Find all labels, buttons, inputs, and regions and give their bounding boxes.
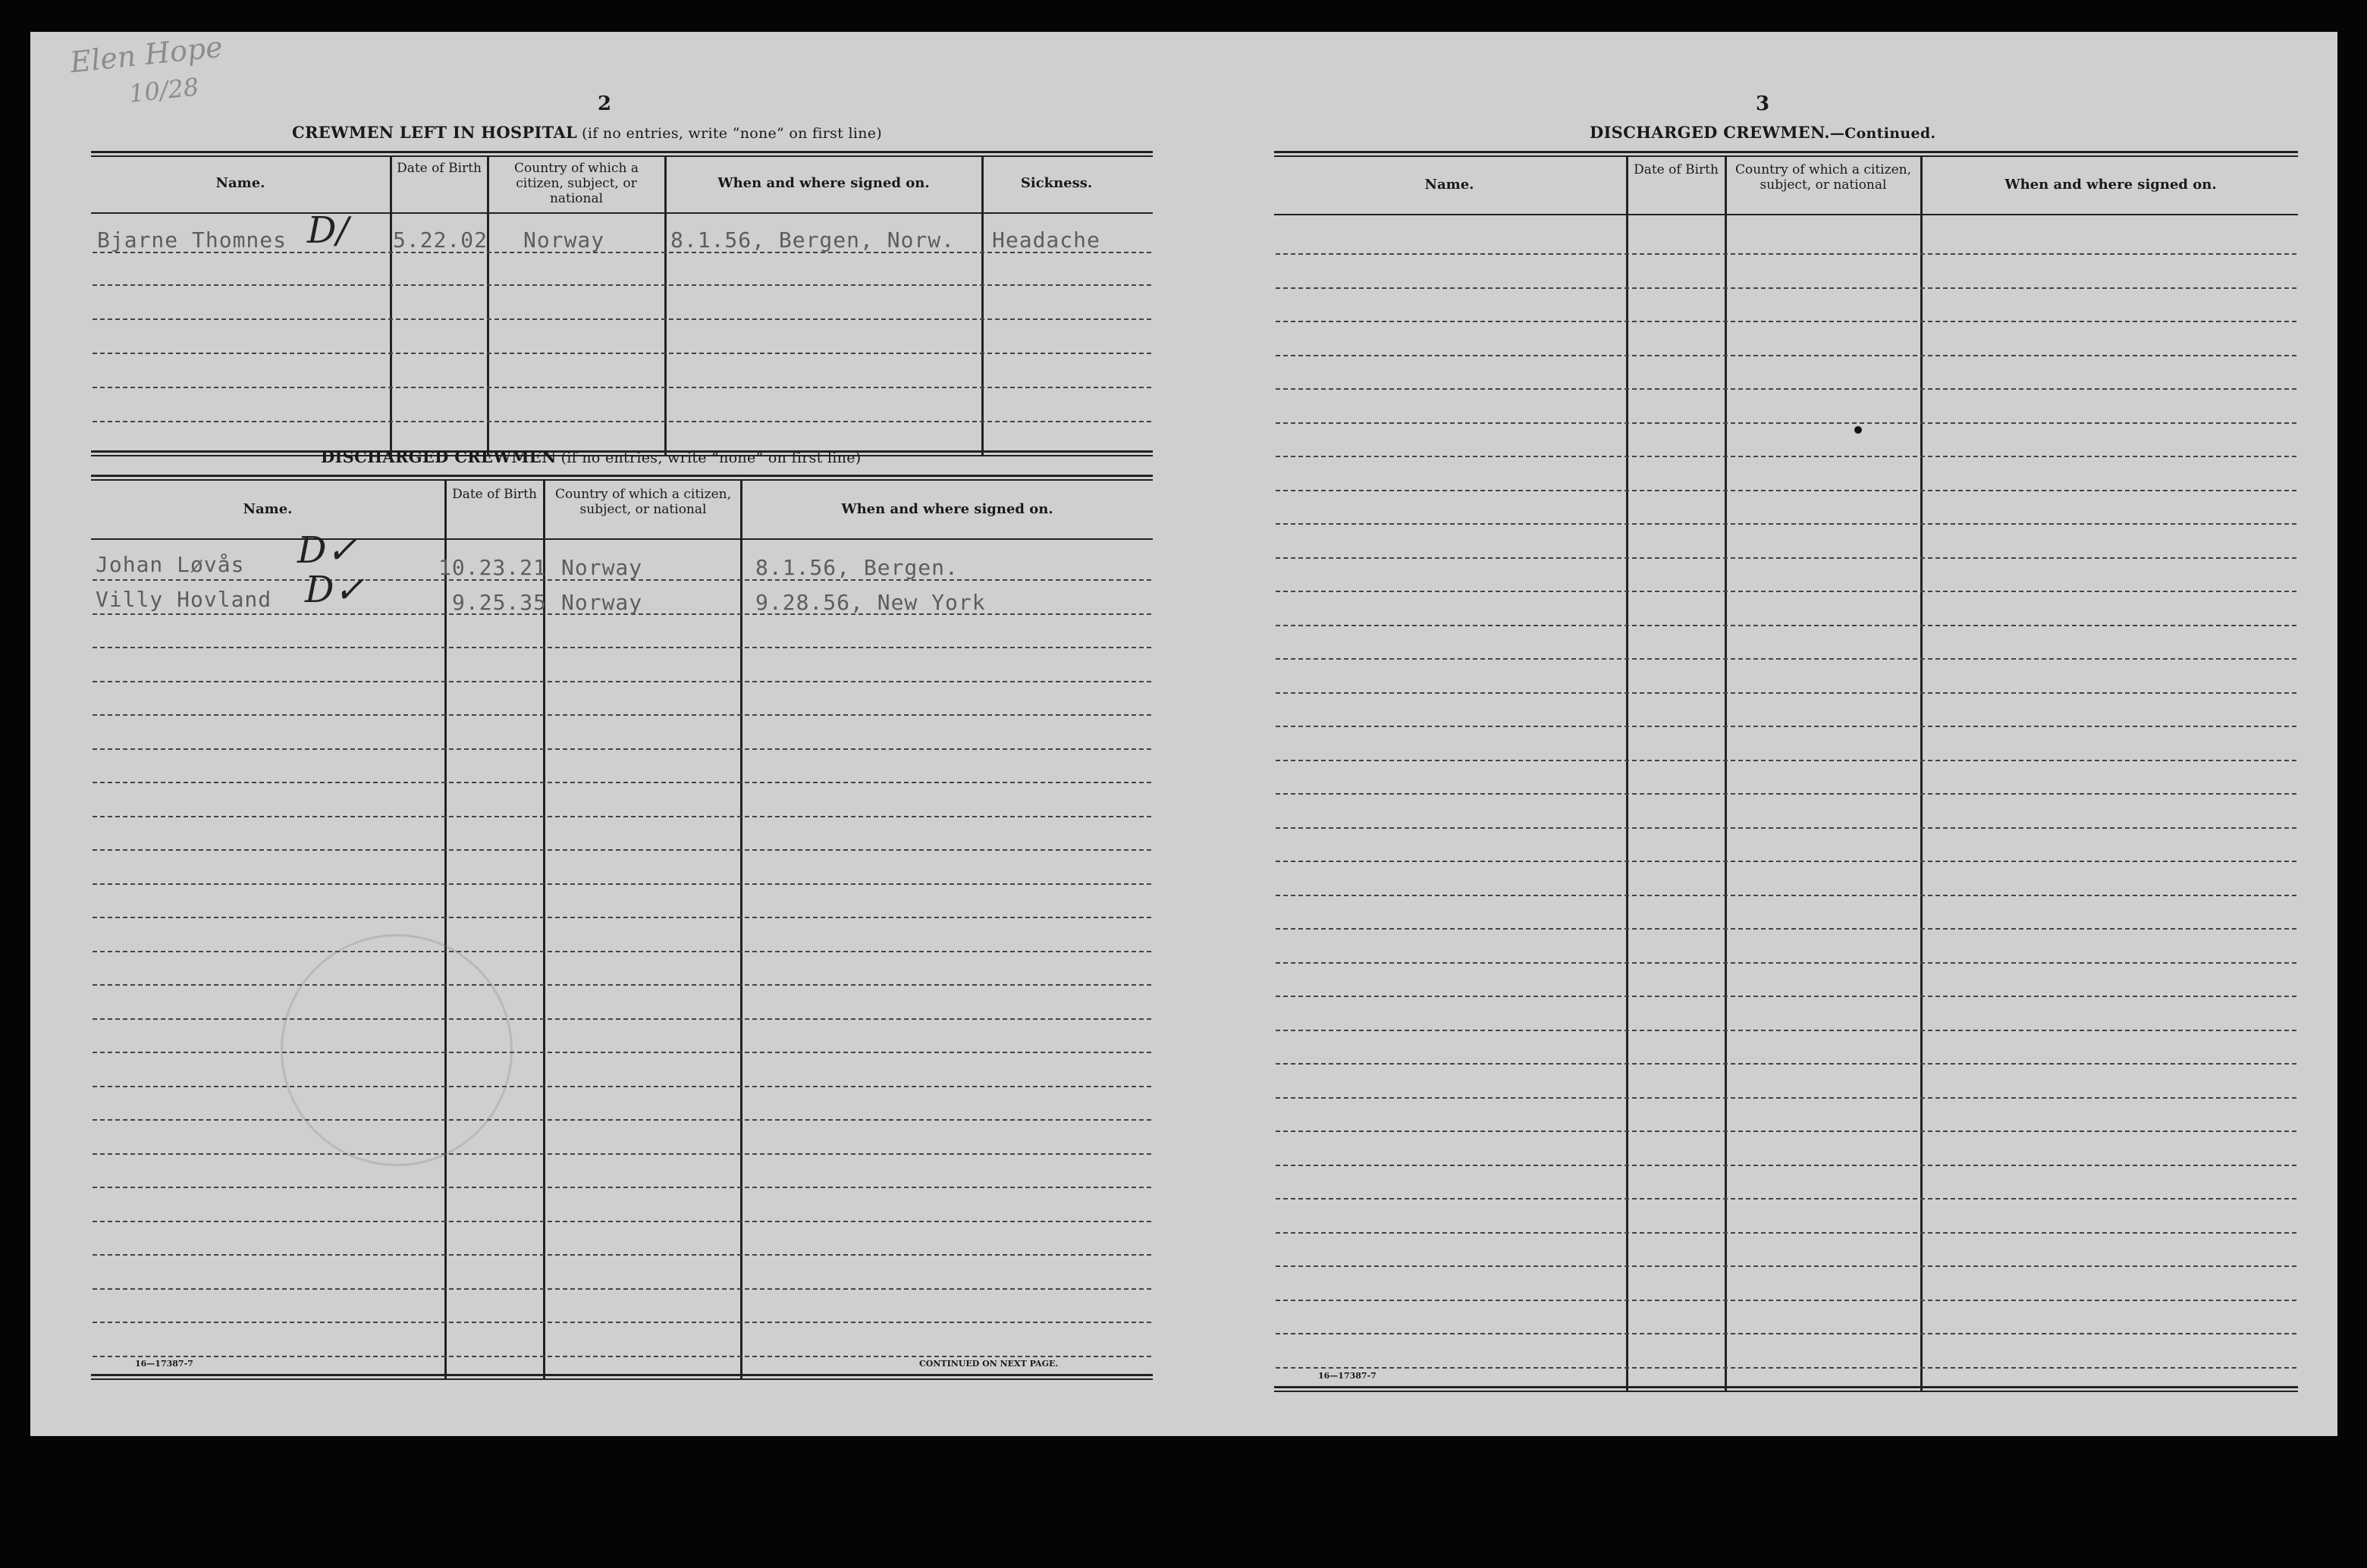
- ruled-line: [1276, 253, 2296, 255]
- discharged-section-title: [321, 447, 861, 466]
- continued-title-text: DISCHARGED CREWMEN.: [1590, 123, 1830, 142]
- right-header-dob: Date of Birth: [1634, 162, 1719, 177]
- dis-row-1-dob: 10.23.21: [438, 555, 547, 580]
- ruled-line: [93, 1052, 1151, 1053]
- hosp-header-country: Country of which a citizen, subject, or national: [514, 161, 639, 206]
- pencil-date: 10/28: [127, 72, 200, 108]
- ruled-line: [1276, 523, 2296, 525]
- ruled-line: [1276, 490, 2296, 491]
- right-form-number: 16—17387-7: [1318, 1371, 1377, 1381]
- ruled-line: [1276, 760, 2296, 761]
- hosp-row-dob: 5.22.02: [393, 227, 488, 252]
- hosp-header-name: Name.: [215, 175, 265, 191]
- ruled-line: [93, 883, 1151, 885]
- hosp-row-signed: 8.1.56, Bergen, Norw.: [670, 227, 956, 252]
- page-3: [1183, 32, 2337, 1436]
- hospital-title-text: CREWMEN LEFT IN HOSPITAL: [292, 123, 578, 142]
- hosp-row-name: Bjarne Thomnes: [97, 227, 287, 252]
- pencil-ship-name: Elen Hope: [68, 30, 224, 80]
- right-header-country: Country of which a citizen, subject, or national: [1735, 162, 1911, 193]
- ruled-line: [1276, 827, 2296, 829]
- ruled-line: [1276, 692, 2296, 694]
- form-number: 16—17387-7: [135, 1359, 193, 1369]
- ruled-line: [1276, 625, 2296, 626]
- ruled-line: [1276, 355, 2296, 356]
- continued-note: CONTINUED ON NEXT PAGE.: [919, 1359, 1059, 1369]
- ruled-line: [93, 917, 1151, 918]
- ruled-line: [93, 984, 1151, 986]
- ruled-line: [93, 681, 1151, 682]
- dis-row-2-country: Norway: [561, 590, 643, 615]
- ruled-line: [93, 1356, 1151, 1357]
- ruled-line: [1276, 1097, 2296, 1099]
- ruled-line: [93, 782, 1151, 783]
- hosp-header-sickness: Sickness.: [1020, 175, 1093, 191]
- ruled-line: [93, 849, 1151, 851]
- ruled-line: [93, 1086, 1151, 1087]
- dis-row-2-dob: 9.25.35: [452, 590, 548, 615]
- ruled-line: [1276, 591, 2296, 592]
- ruled-line: [93, 1153, 1151, 1155]
- hosp-row-country: Norway: [523, 227, 605, 252]
- ruled-line: [1276, 726, 2296, 727]
- ruled-line: [93, 1288, 1151, 1290]
- ruled-line: [93, 816, 1151, 817]
- dis-row-2-mark: D✓: [305, 569, 365, 611]
- ruled-line: [93, 1119, 1151, 1121]
- ruled-line: [1276, 1367, 2296, 1369]
- ruled-line: [1276, 557, 2296, 559]
- ruled-line: [1276, 422, 2296, 424]
- ruled-line: [1276, 388, 2296, 390]
- dis-header-dob: Date of Birth: [452, 487, 537, 502]
- ruled-line: [93, 1254, 1151, 1256]
- ruled-line: [1276, 1232, 2296, 1234]
- dis-row-1-mark: D✓: [297, 529, 357, 572]
- ruled-line: [93, 1187, 1151, 1188]
- ruled-line: [1276, 658, 2296, 660]
- ruled-line: [1276, 1063, 2296, 1065]
- discharged-continued-title: [1590, 123, 1935, 142]
- ruled-line: [93, 1221, 1151, 1222]
- dis-header-signed: When and where signed on.: [841, 501, 1053, 517]
- dis-row-2-name: Villy Hovland: [96, 587, 272, 612]
- ruled-line: [93, 1018, 1151, 1020]
- ruled-line: [1276, 962, 2296, 964]
- page-number: 2: [598, 93, 612, 115]
- ruled-line: [1276, 1265, 2296, 1267]
- ruled-line: [1276, 1300, 2296, 1301]
- right-header-signed: When and where signed on.: [2004, 177, 2217, 193]
- ruled-line: [1276, 1131, 2296, 1132]
- discharged-title-note: (if no entries, write “none” on first line): [560, 450, 862, 466]
- ruled-line: [1276, 321, 2296, 322]
- ruled-line: [1276, 1165, 2296, 1166]
- ruled-line: [1276, 287, 2296, 289]
- hospital-title-note: (if no entries, write “none” on first line): [582, 125, 882, 142]
- hosp-header-signed: When and where signed on.: [717, 175, 930, 191]
- ruled-line: [1276, 996, 2296, 997]
- right-header-name: Name.: [1424, 177, 1474, 193]
- dis-row-2-signed: 9.28.56, New York: [755, 590, 986, 615]
- ruled-line: [1276, 1333, 2296, 1334]
- page-2: [30, 32, 1145, 1436]
- dis-row-1-country: Norway: [561, 555, 643, 580]
- ruled-line: [93, 647, 1151, 648]
- ruled-line: [1276, 1030, 2296, 1031]
- ruled-line: [93, 1322, 1151, 1323]
- ruled-line: [1276, 895, 2296, 896]
- dis-header-name: Name.: [243, 501, 293, 517]
- ruled-line: [1276, 861, 2296, 862]
- ruled-line: [1276, 928, 2296, 930]
- ruled-line: [93, 714, 1151, 716]
- ruled-line: [93, 748, 1151, 750]
- ruled-line: [1276, 1198, 2296, 1200]
- document-sheet: [30, 32, 2337, 1436]
- dis-row-1-name: Johan Løvås: [96, 552, 245, 577]
- hosp-row-sickness: Headache: [992, 227, 1100, 252]
- faint-stamp: [281, 934, 513, 1166]
- ink-dot: [1854, 426, 1862, 434]
- hosp-row-mark: D/: [307, 209, 349, 252]
- continued-title-suffix: —Continued.: [1829, 125, 1936, 142]
- page-number: 3: [1756, 93, 1770, 115]
- hospital-section-title: [292, 123, 882, 142]
- hosp-header-dob: Date of Birth: [397, 161, 482, 176]
- discharged-title-text: DISCHARGED CREWMEN: [321, 447, 557, 466]
- ruled-line: [1276, 793, 2296, 795]
- ruled-line: [1276, 456, 2296, 457]
- ruled-line: [93, 951, 1151, 952]
- dis-header-country: Country of which a citizen, subject, or national: [555, 487, 731, 517]
- dis-row-1-signed: 8.1.56, Bergen.: [755, 555, 959, 580]
